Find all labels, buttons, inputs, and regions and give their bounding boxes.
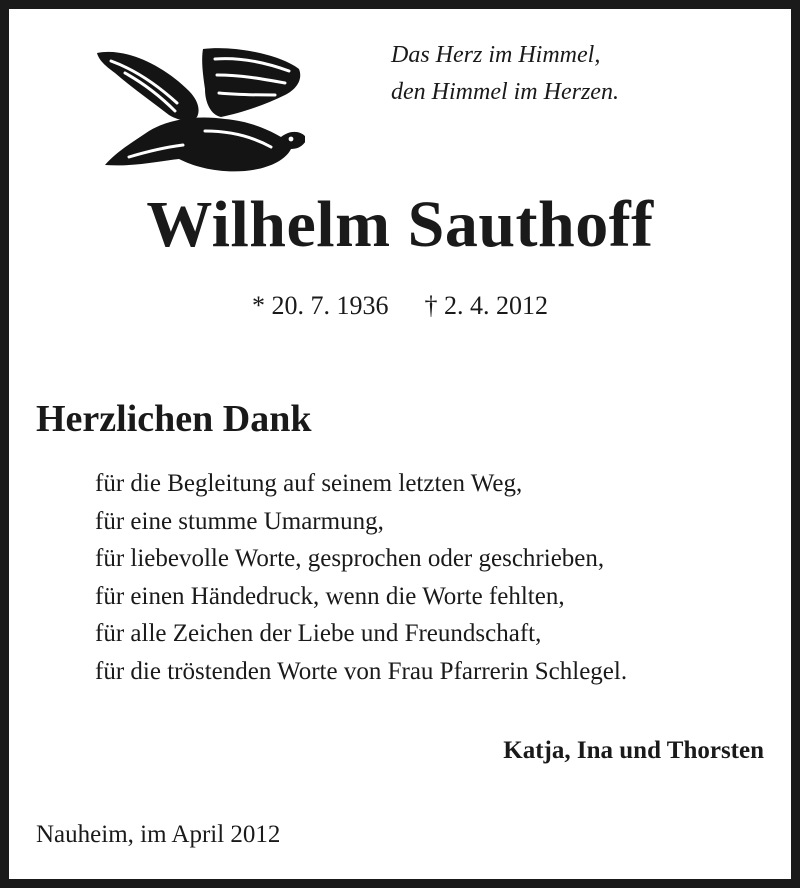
place-date: Nauheim, im April 2012: [36, 821, 281, 848]
thanks-line: für die Begleitung auf seinem letzten Weg,: [95, 470, 523, 497]
thanks-line: für alle Zeichen der Liebe und Freundschaft,: [95, 620, 542, 647]
dove-icon: [85, 39, 305, 173]
death-date: † 2. 4. 2012: [424, 291, 548, 320]
motto-quote: [391, 37, 619, 111]
thanks-line: für liebevolle Worte, gesprochen oder geschrieben,: [95, 545, 605, 572]
life-dates: [9, 291, 791, 321]
deceased-name: Wilhelm Sauthoff: [146, 188, 654, 261]
thanks-heading: Herzlichen Dank: [36, 398, 312, 440]
birth-date: * 20. 7. 1936: [252, 291, 389, 320]
thanks-line: für die tröstenden Worte von Frau Pfarrerin Schlegel.: [95, 657, 628, 685]
thanks-line: für einen Händedruck, wenn die Worte fehlten,: [95, 582, 565, 610]
thanks-lines: [95, 465, 627, 690]
motto-line-2: den Himmel im Herzen.: [391, 79, 619, 105]
thanks-line: für eine stumme Umarmung,: [95, 507, 384, 535]
motto-line-1: Das Herz im Himmel,: [391, 42, 601, 68]
family-signature: Katja, Ina und Thorsten: [503, 737, 764, 764]
